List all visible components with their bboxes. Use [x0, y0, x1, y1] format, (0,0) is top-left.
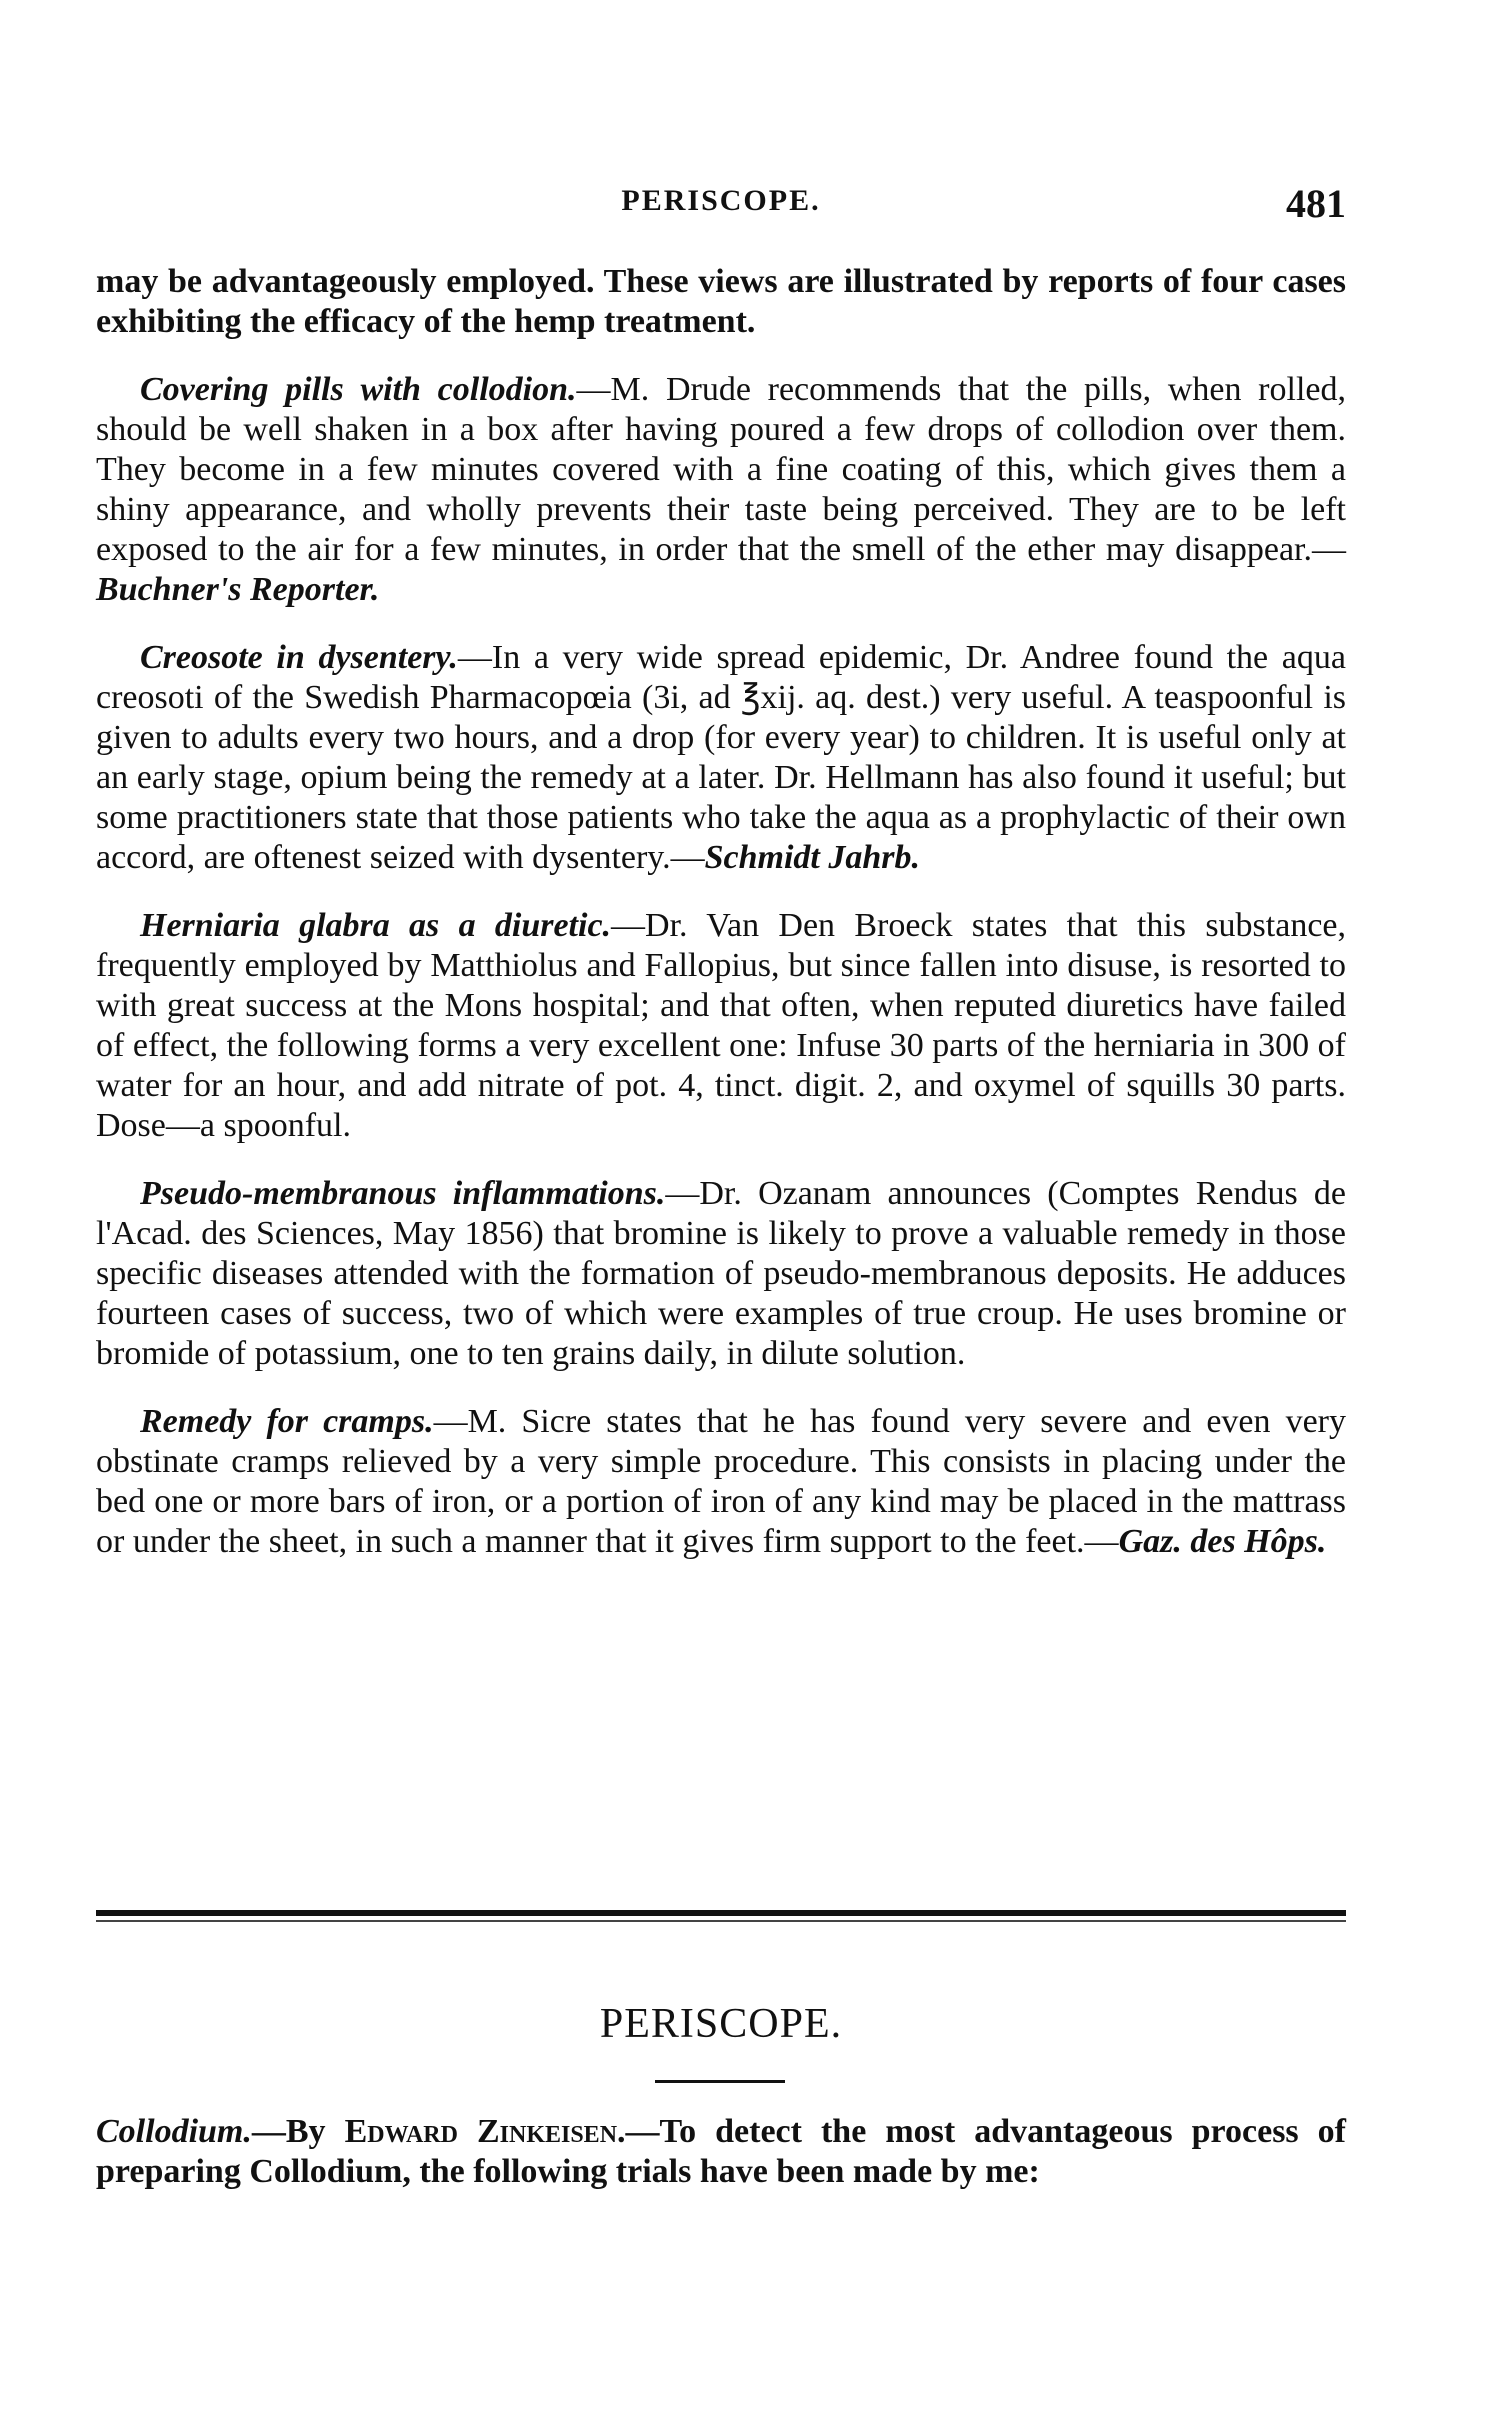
paragraph-source: Buchner's Reporter.: [96, 571, 380, 608]
paragraph-text: —Dr. Van Den Broeck states that this substance, frequently employed by Matthiolus and Fallopius, but since fallen into disuse, is resorted to with great success at the Mons hospital; and that often, when reputed diuretics have failed of effect, the following forms a very excellent one: Infuse 30 parts of the herniaria in 300 of water for an hour, and add nitrate of pot. 4, tinct. digit. 2, and oxymel of squills 30 parts. Dose—a spoonful.: [96, 907, 1346, 1144]
section-divider-thin: [96, 1920, 1346, 1922]
final-paragraph: [96, 2112, 1346, 2192]
paragraph-lead: Pseudo-membranous inflammations.: [140, 1175, 666, 1212]
page-number: 481: [1286, 181, 1346, 226]
paragraph-continuation: [96, 262, 1346, 342]
heading-underline: [655, 2080, 785, 2083]
paragraph-creosote: [96, 638, 1346, 878]
paragraph-lead: Covering pills with collodion.: [140, 371, 577, 408]
page-header: [96, 180, 1346, 230]
paragraph-source: Gaz. des Hôps.: [1118, 1523, 1327, 1560]
paragraph-cramps: [96, 1402, 1346, 1562]
author-name: Edward Zinkeisen.: [344, 2113, 626, 2150]
section-divider: [96, 1910, 1346, 1916]
paragraph-text: —Dr. Ozanam announces (Comptes Rendus de l'Acad. des Sciences, May 1856) that bromine is likely to prove a valuable remedy in those specific diseases attended with the formation of pseudo-membranous deposits. He adduces fourteen cases of success, two of which were examples of true croup. He uses bromine or bromide of potassium, one to ten grains daily, in dilute solution.: [96, 1175, 1346, 1372]
paragraph-source: Schmidt Jahrb.: [704, 839, 920, 876]
paragraph-text: —M. Sicre states that he has found very severe and even very obstinate cramps relieved by a very simple procedure. This consists in placing under the bed one or more bars of iron, or a portion of iron of any kind may be placed in the mattrass or under the sheet, in such a manner that it gives firm support to the feet.—: [96, 1403, 1346, 1560]
body-text: [96, 262, 1346, 1590]
paragraph-lead: Creosote in dysentery.: [140, 639, 458, 676]
paragraph-text: —In a very wide spread epidemic, Dr. Andree found the aqua creosoti of the Swedish Pharmacopœia (3i, ad ℥xij. aq. dest.) very useful. A teaspoonful is given to adults every two hours, and a drop (for every year) to children. It is useful only at an early stage, opium being the remedy at a later. Dr. Hellmann has also found it useful; but some practitioners state that those patients who take the aqua as a prophylactic of their own accord, are oftenest seized with dysentery.—: [96, 639, 1346, 876]
paragraph-text: —M. Drude recommends that the pills, when rolled, should be well shaken in a box after having poured a few drops of collodion over them. They become in a few minutes covered with a fine coating of this, which gives them a shiny appearance, and wholly prevents their taste being perceived. They are to be left exposed to the air for a few minutes, in order that the smell of the ether may disappear.—: [96, 371, 1346, 568]
paragraph-lead: Collodium.: [96, 2113, 252, 2150]
paragraph-lead: Herniaria glabra as a diuretic.: [140, 907, 612, 944]
paragraph-herniaria: [96, 906, 1346, 1146]
section-heading: PERISCOPE.: [599, 2001, 843, 2047]
paragraph-dash: —By: [251, 2113, 345, 2150]
paragraph-lead: Remedy for cramps.: [140, 1403, 434, 1440]
paragraph-text: may be advantageously employed. These views are illustrated by reports of four cases exhibiting the efficacy of the hemp treatment.: [96, 263, 1346, 340]
paragraph-pseudo-membranous: [96, 1174, 1346, 1374]
running-title: PERISCOPE.: [621, 184, 821, 217]
paragraph-collodion-pills: [96, 370, 1346, 610]
paragraph-text: —To detect the most advantageous process of preparing Collodium, the following trials have been made by me:: [96, 2113, 1347, 2190]
